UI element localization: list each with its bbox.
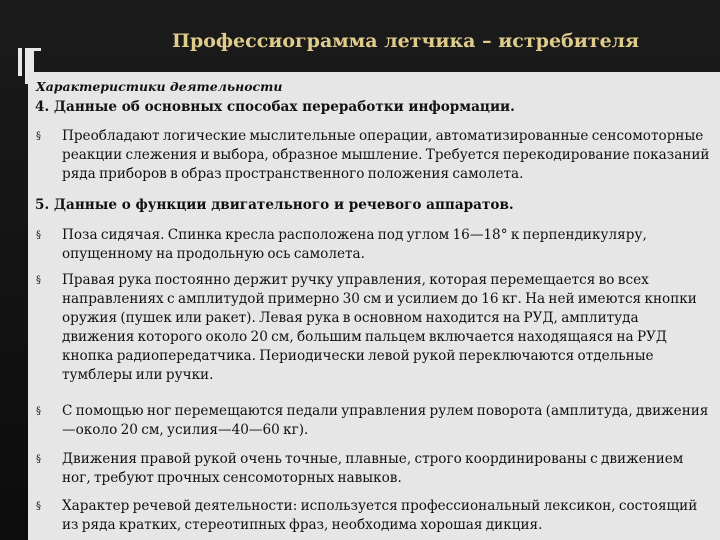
bullet-text: С помощью ног перемещаются педали управления рулем поворота (амплитуда, движения—около 20 см, усилия—40—60 кг). <box>62 403 709 438</box>
bullet-text: Поза сидячая. Спинка кресла расположена под углом 16—18° к перпендикуляру, опущенному на продольную ось самолета. <box>62 227 647 262</box>
bullet-marker-icon: § <box>36 501 41 512</box>
bullet-marker-icon: § <box>36 275 41 286</box>
bullet-text: Характер речевой деятельности: используется профессиональный лексикон, состоящий из ряда кратких, стереотипных фраз, необходима хорошая дикция. <box>62 498 698 533</box>
bullet-text: Движения правой рукой очень точные, плавные, строго координированы с движением ног, требуют прочных сенсомоторных навыков. <box>62 451 684 486</box>
bullet-marker-icon: § <box>36 406 41 417</box>
slide-subtitle: Характеристики деятельности <box>36 79 283 94</box>
bullet-marker-icon: § <box>36 131 41 142</box>
slide-title: Профессиограмма летчика – истребителя <box>172 30 640 52</box>
bullet-marker-icon: § <box>36 230 41 241</box>
accent-bar <box>25 48 41 51</box>
section-heading: 5. Данные о функции двигательного и речевого аппаратов. <box>35 197 514 213</box>
bullet-text: Правая рука постоянно держит ручку управления, которая перемещается во всех направлениях с амплитудой примерно 30 см и усилием до 16 кг. На ней имеются кнопки оружия (пушек или ракет). Левая рука в основном находится на РУД, амплитуда движения которого около 20 см, большим пальцем включается находящаяся на РУД кнопка радиопередатчика. Периодически левой рукой переключаются отдельные тумблеры или ручки. <box>62 272 697 383</box>
accent-bar <box>18 48 22 76</box>
bullet-text: Преобладают логические мыслительные операции, автоматизированные сенсомоторные реакции слежения и выбора, образное мышление. Требуется перекодирование показаний ряда приборов в образ пространственного положения самолета. <box>62 128 710 182</box>
section-heading: 4. Данные об основных способах переработки информации. <box>35 99 515 115</box>
bullet-marker-icon: § <box>36 454 41 465</box>
